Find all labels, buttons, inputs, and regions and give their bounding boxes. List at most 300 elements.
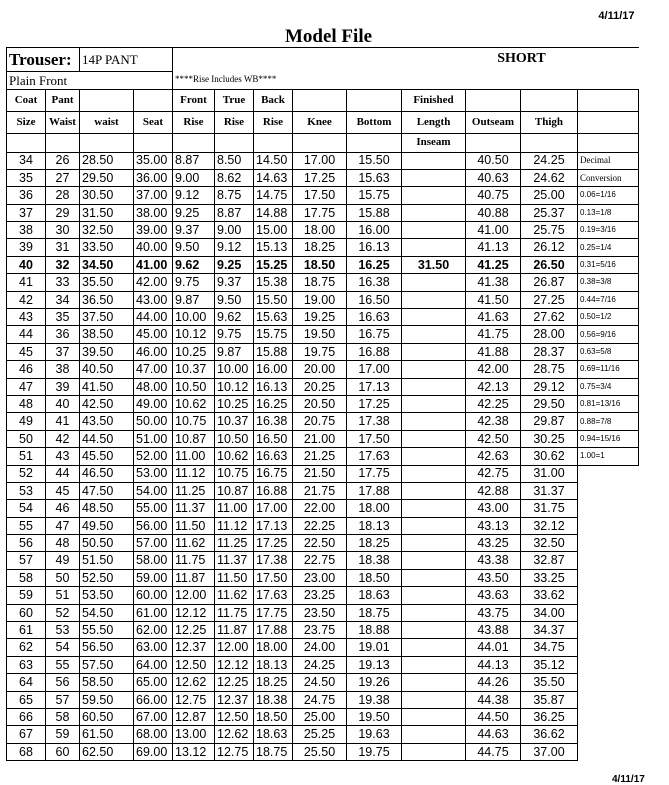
cell-inseam [402,274,466,291]
table-row [7,326,639,343]
col-inseam-line1: Finished [402,89,466,111]
cell-true-rise: 12.25 [215,674,254,691]
cell-thigh: 34.37 [521,622,578,639]
cell-seat: 40.00 [134,239,173,256]
cell-thigh: 24.62 [521,169,578,186]
cell-bottom: 19.26 [347,674,402,691]
col-true-rise-line1: True [215,89,254,111]
cell-pant-waist: 28 [46,187,80,204]
cell-coat-size: 45 [7,343,46,360]
cell-thigh: 32.12 [521,517,578,534]
cell-waist: 51.50 [80,552,134,569]
table-row [7,691,639,708]
col-back-rise-line1: Back [254,89,293,111]
table-row [7,395,639,412]
table-row [7,430,639,447]
cell-inseam [402,343,466,360]
cell-back-rise: 15.50 [254,291,293,308]
cell-knee: 23.00 [293,569,347,586]
cell-bottom: 18.75 [347,604,402,621]
cell-true-rise: 10.75 [215,465,254,482]
cell-thigh: 25.37 [521,204,578,221]
col-inseam-line3: Inseam [402,133,466,152]
cell-bottom: 15.63 [347,169,402,186]
col-inseam-line2: Length [402,111,466,133]
cell-waist: 47.50 [80,482,134,499]
cell-back-rise: 18.25 [254,674,293,691]
conversion-entry: 0.44=7/16 [578,291,639,308]
cell-true-rise: 9.75 [215,326,254,343]
cell-true-rise: 11.62 [215,587,254,604]
cell-back-rise: 17.38 [254,552,293,569]
cell-seat: 42.00 [134,274,173,291]
cell-inseam [402,587,466,604]
cell-inseam [402,569,466,586]
cell-back-rise: 15.88 [254,343,293,360]
cell-inseam [402,152,466,169]
conversion-label: Decimal [578,152,639,169]
col-thigh-line2: Thigh [521,111,578,133]
cell-knee: 21.25 [293,448,347,465]
cell-thigh: 25.75 [521,222,578,239]
cell-inseam [402,465,466,482]
cell-waist: 50.50 [80,535,134,552]
cell-true-rise: 12.75 [215,743,254,760]
table-row [7,535,639,552]
cell-coat-size: 36 [7,187,46,204]
cell-outseam: 44.01 [466,639,521,656]
cell-seat: 35.00 [134,152,173,169]
cell-pant-waist: 45 [46,482,80,499]
table-row [7,674,639,691]
cell-bottom: 17.88 [347,482,402,499]
trouser-label: Trouser: [7,47,80,71]
cell-thigh: 27.62 [521,309,578,326]
cell-waist: 36.50 [80,291,134,308]
cell-back-rise: 16.75 [254,465,293,482]
cell-bottom: 18.38 [347,552,402,569]
table-row [7,274,639,291]
cell-bottom: 19.38 [347,691,402,708]
table-row [7,517,639,534]
cell-knee: 20.25 [293,378,347,395]
cell-knee: 19.75 [293,343,347,360]
cell-knee: 23.75 [293,622,347,639]
cell-knee: 22.00 [293,500,347,517]
cell-front-rise: 10.62 [173,395,215,412]
cell-bottom: 15.75 [347,187,402,204]
footer-date: 4/11/17 [612,774,645,785]
cell-waist: 43.50 [80,413,134,430]
col-seat-line1 [134,89,173,111]
cell-inseam [402,639,466,656]
cell-thigh: 25.00 [521,187,578,204]
cell-inseam [402,552,466,569]
cell-seat: 43.00 [134,291,173,308]
cell-outseam: 43.50 [466,569,521,586]
cell-true-rise: 12.50 [215,709,254,726]
cell-seat: 45.00 [134,326,173,343]
cell-back-rise: 17.88 [254,622,293,639]
cell-coat-size: 63 [7,656,46,673]
cell-true-rise: 9.25 [215,256,254,273]
cell-knee: 21.50 [293,465,347,482]
cell-back-rise: 15.75 [254,326,293,343]
page-title: Model File [284,27,373,47]
cell-thigh: 31.37 [521,482,578,499]
cell-bottom: 16.13 [347,239,402,256]
cell-coat-size: 59 [7,587,46,604]
cell-bottom: 16.75 [347,326,402,343]
cell-waist: 61.50 [80,726,134,743]
cell-knee: 18.75 [293,274,347,291]
cell-true-rise: 9.87 [215,343,254,360]
table-row [7,639,639,656]
cell-waist: 55.50 [80,622,134,639]
cell-thigh: 32.87 [521,552,578,569]
cell-knee: 25.25 [293,726,347,743]
cell-thigh: 30.62 [521,448,578,465]
table-row [7,256,639,273]
cell-coat-size: 47 [7,378,46,395]
cell-coat-size: 58 [7,569,46,586]
cell-outseam: 40.50 [466,152,521,169]
cell-thigh: 28.75 [521,361,578,378]
cell-true-rise: 11.25 [215,535,254,552]
cell-front-rise: 11.00 [173,448,215,465]
cell-coat-size: 34 [7,152,46,169]
cell-pant-waist: 58 [46,709,80,726]
cell-back-rise: 17.50 [254,569,293,586]
cell-bottom: 19.01 [347,639,402,656]
cell-back-rise: 18.50 [254,709,293,726]
cell-bottom: 15.88 [347,204,402,221]
cell-seat: 37.00 [134,187,173,204]
cell-inseam [402,743,466,760]
cell-coat-size: 39 [7,239,46,256]
cell-front-rise: 11.25 [173,482,215,499]
conversion-entry: 0.38=3/8 [578,274,639,291]
conversion-entry: 0.63=5/8 [578,343,639,360]
cell-pant-waist: 40 [46,395,80,412]
cell-bottom: 16.00 [347,222,402,239]
cell-pant-waist: 47 [46,517,80,534]
cell-outseam: 44.63 [466,726,521,743]
cell-pant-waist: 39 [46,378,80,395]
cell-pant-waist: 35 [46,309,80,326]
table-row [7,361,639,378]
cell-outseam: 42.38 [466,413,521,430]
cell-seat: 66.00 [134,691,173,708]
col-pant-line1: Pant [46,89,80,111]
cell-outseam: 41.88 [466,343,521,360]
cell-outseam: 44.13 [466,656,521,673]
conversion-entry: 0.13=1/8 [578,204,639,221]
cell-waist: 34.50 [80,256,134,273]
cell-coat-size: 66 [7,709,46,726]
cell-pant-waist: 37 [46,343,80,360]
cell-knee: 17.25 [293,169,347,186]
cell-pant-waist: 34 [46,291,80,308]
table-row [7,656,639,673]
col-knee-line2: Knee [293,111,347,133]
cell-bottom: 17.13 [347,378,402,395]
cell-inseam [402,535,466,552]
cell-back-rise: 16.38 [254,413,293,430]
cell-coat-size: 41 [7,274,46,291]
conversion-entry: 0.06=1/16 [578,187,639,204]
cell-pant-waist: 41 [46,413,80,430]
cell-outseam: 42.63 [466,448,521,465]
cell-back-rise: 15.13 [254,239,293,256]
cell-coat-size: 54 [7,500,46,517]
cell-pant-waist: 44 [46,465,80,482]
cell-bottom: 16.38 [347,274,402,291]
cell-pant-waist: 27 [46,169,80,186]
cell-thigh: 26.50 [521,256,578,273]
cell-inseam [402,222,466,239]
conversion-entry: 0.19=3/16 [578,222,639,239]
cell-pant-waist: 36 [46,326,80,343]
cell-front-rise: 13.12 [173,743,215,760]
cell-pant-waist: 52 [46,604,80,621]
cell-true-rise: 9.62 [215,309,254,326]
cell-seat: 38.00 [134,204,173,221]
cell-seat: 57.00 [134,535,173,552]
cell-true-rise: 8.75 [215,187,254,204]
cell-inseam [402,656,466,673]
cell-seat: 46.00 [134,343,173,360]
cell-front-rise: 11.50 [173,517,215,534]
cell-waist: 60.50 [80,709,134,726]
cell-thigh: 34.75 [521,639,578,656]
cell-knee: 24.75 [293,691,347,708]
cell-front-rise: 10.12 [173,326,215,343]
cell-thigh: 35.87 [521,691,578,708]
cell-bottom: 19.75 [347,743,402,760]
table-row [7,482,639,499]
cell-back-rise: 15.38 [254,274,293,291]
cell-waist: 40.50 [80,361,134,378]
cell-front-rise: 10.25 [173,343,215,360]
cell-seat: 55.00 [134,500,173,517]
cell-back-rise: 17.13 [254,517,293,534]
table-row [7,309,639,326]
cell-outseam: 43.38 [466,552,521,569]
cell-outseam: 43.63 [466,587,521,604]
date-label: 4/11/17 [598,9,635,22]
cell-inseam [402,239,466,256]
cell-seat: 65.00 [134,674,173,691]
cell-inseam [402,309,466,326]
cell-knee: 22.75 [293,552,347,569]
cell-back-rise: 14.75 [254,187,293,204]
cell-coat-size: 40 [7,256,46,273]
cell-waist: 52.50 [80,569,134,586]
cell-outseam: 40.75 [466,187,521,204]
cell-seat: 39.00 [134,222,173,239]
cell-coat-size: 51 [7,448,46,465]
cell-inseam [402,204,466,221]
cell-bottom: 18.88 [347,622,402,639]
cell-bottom: 16.50 [347,291,402,308]
cell-coat-size: 53 [7,482,46,499]
cell-knee: 25.00 [293,709,347,726]
cell-outseam: 42.50 [466,430,521,447]
conversion-entry: 0.25=1/4 [578,239,639,256]
cell-coat-size: 56 [7,535,46,552]
cell-outseam: 43.25 [466,535,521,552]
cell-pant-waist: 29 [46,204,80,221]
table-row [7,413,639,430]
cell-bottom: 19.50 [347,709,402,726]
cell-front-rise: 9.87 [173,291,215,308]
cell-pant-waist: 57 [46,691,80,708]
cell-bottom: 19.13 [347,656,402,673]
cell-knee: 25.50 [293,743,347,760]
cell-thigh: 36.25 [521,709,578,726]
cell-pant-waist: 50 [46,569,80,586]
cell-back-rise: 18.38 [254,691,293,708]
conversion-label: Conversion [578,169,639,186]
cell-thigh: 35.50 [521,674,578,691]
cell-waist: 35.50 [80,274,134,291]
cell-thigh: 29.87 [521,413,578,430]
cell-back-rise: 17.63 [254,587,293,604]
cell-seat: 36.00 [134,169,173,186]
cell-waist: 46.50 [80,465,134,482]
col-back-rise-line2: Rise [254,111,293,133]
cell-back-rise: 16.25 [254,395,293,412]
cell-front-rise: 12.00 [173,587,215,604]
cell-thigh: 33.62 [521,587,578,604]
cell-inseam [402,674,466,691]
cell-waist: 53.50 [80,587,134,604]
table-row [7,222,639,239]
cell-coat-size: 55 [7,517,46,534]
col-bottom-line2: Bottom [347,111,402,133]
cell-waist: 45.50 [80,448,134,465]
cell-front-rise: 9.37 [173,222,215,239]
table-row [7,587,639,604]
table-row [7,204,639,221]
col-coat-line1: Coat [7,89,46,111]
cell-outseam: 43.00 [466,500,521,517]
cell-outseam: 41.38 [466,274,521,291]
cell-seat: 47.00 [134,361,173,378]
table-row [7,291,639,308]
cell-back-rise: 14.63 [254,169,293,186]
cell-bottom: 17.75 [347,465,402,482]
cell-pant-waist: 42 [46,430,80,447]
cell-outseam: 42.88 [466,482,521,499]
cell-bottom: 17.63 [347,448,402,465]
cell-thigh: 31.75 [521,500,578,517]
cell-outseam: 41.63 [466,309,521,326]
cell-bottom: 17.00 [347,361,402,378]
cell-front-rise: 11.37 [173,500,215,517]
cell-waist: 41.50 [80,378,134,395]
cell-bottom: 18.13 [347,517,402,534]
cell-seat: 58.00 [134,552,173,569]
cell-waist: 54.50 [80,604,134,621]
cell-true-rise: 12.37 [215,691,254,708]
cell-front-rise: 10.00 [173,309,215,326]
cell-knee: 19.25 [293,309,347,326]
cell-inseam [402,291,466,308]
table-row [7,709,639,726]
cell-back-rise: 16.50 [254,430,293,447]
conversion-entry: 0.88=7/8 [578,413,639,430]
cell-thigh: 32.50 [521,535,578,552]
cell-thigh: 29.50 [521,395,578,412]
table-row [7,622,639,639]
cell-inseam [402,430,466,447]
cell-knee: 17.50 [293,187,347,204]
cell-pant-waist: 60 [46,743,80,760]
cell-pant-waist: 56 [46,674,80,691]
table-row [7,552,639,569]
table-row [7,448,639,465]
cell-true-rise: 11.87 [215,622,254,639]
table-row [7,152,639,169]
cell-front-rise: 9.50 [173,239,215,256]
cell-pant-waist: 59 [46,726,80,743]
cell-thigh: 34.00 [521,604,578,621]
cell-coat-size: 49 [7,413,46,430]
cell-seat: 60.00 [134,587,173,604]
col-seat-line2: Seat [134,111,173,133]
cell-true-rise: 11.75 [215,604,254,621]
cell-true-rise: 9.37 [215,274,254,291]
cell-seat: 56.00 [134,517,173,534]
cell-inseam [402,726,466,743]
cell-waist: 37.50 [80,309,134,326]
cell-outseam: 40.88 [466,204,521,221]
table-row [7,187,639,204]
col-bottom-line1 [347,89,402,111]
conversion-entry: 0.56=9/16 [578,326,639,343]
cell-outseam: 40.63 [466,169,521,186]
cell-front-rise: 12.87 [173,709,215,726]
cell-front-rise: 12.62 [173,674,215,691]
cell-waist: 31.50 [80,204,134,221]
cell-waist: 29.50 [80,169,134,186]
cell-thigh: 35.12 [521,656,578,673]
cell-pant-waist: 49 [46,552,80,569]
cell-waist: 58.50 [80,674,134,691]
cell-front-rise: 9.25 [173,204,215,221]
cell-front-rise: 12.75 [173,691,215,708]
col-knee-line1 [293,89,347,111]
cell-seat: 69.00 [134,743,173,760]
cell-back-rise: 14.88 [254,204,293,221]
cell-true-rise: 12.00 [215,639,254,656]
table-row [7,569,639,586]
cell-knee: 22.25 [293,517,347,534]
cell-seat: 51.00 [134,430,173,447]
table-row [7,604,639,621]
cell-pant-waist: 46 [46,500,80,517]
table-row [7,239,639,256]
cell-outseam: 44.75 [466,743,521,760]
cell-knee: 18.25 [293,239,347,256]
cell-pant-waist: 53 [46,622,80,639]
cell-outseam: 43.88 [466,622,521,639]
cell-true-rise: 10.25 [215,395,254,412]
cell-coat-size: 60 [7,604,46,621]
cell-waist: 56.50 [80,639,134,656]
